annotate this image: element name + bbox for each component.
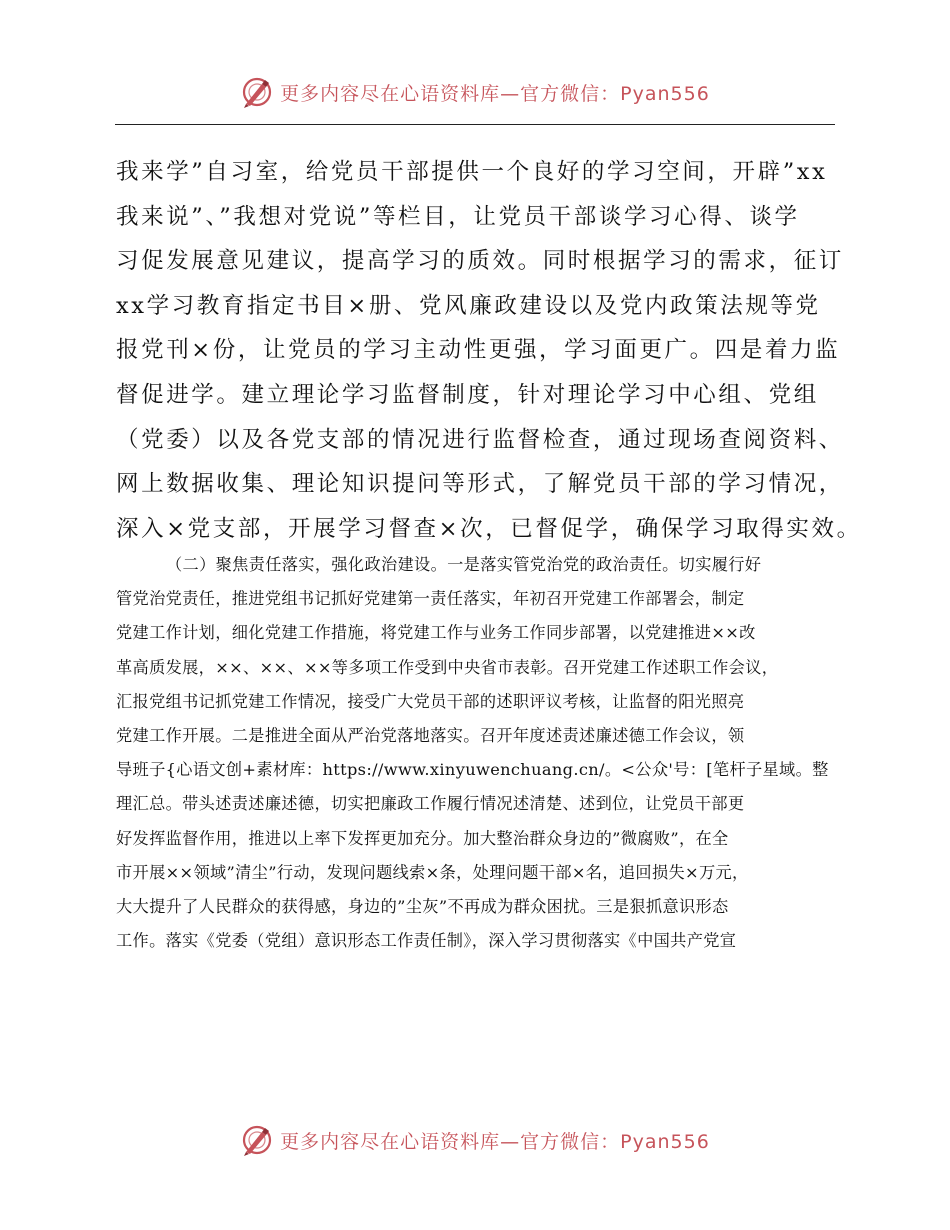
header-watermark xyxy=(0,70,950,114)
footer-watermark xyxy=(0,1118,950,1162)
text-line: 导班子{心语文创+素材库：https://www.xinyuwenchuang.cn/。<公众'号：[笔杆子星域。整 xyxy=(116,760,829,780)
text-line: 报党刊×份，让党员的学习主动性更强，学习面更广。四是着力监 xyxy=(116,337,841,364)
header-divider xyxy=(115,124,835,125)
pen-circle-logo-icon xyxy=(240,75,274,109)
text-line: 管党治党责任，推进党组书记抓好党建第一责任落实，年初召开党建工作部署会，制定 xyxy=(116,589,745,609)
text-line: 好发挥监督作用，推进以上率下发挥更加充分。加大整治群众身边的”微腐败”，在全 xyxy=(116,828,729,848)
text-line: 我来说”、”我想对党说”等栏目，让党员干部谈学习心得、谈学 xyxy=(116,203,800,230)
text-line: 理汇总。带头述责述廉述德，切实把廉政工作履行情况述清楚、述到位，让党员干部更 xyxy=(116,794,745,814)
text-line: （二）聚焦责任落实，强化政治建设。一是落实管党治党的政治责任。切实履行好 xyxy=(166,555,762,574)
text-line: （党委）以及各党支部的情况进行监督检查，通过现场查阅资料、 xyxy=(116,426,844,453)
text-line: 党建工作开展。二是推进全面从严治党落地落实。召开年度述责述廉述德工作会议，领 xyxy=(116,725,745,745)
text-line: 大大提升了人民群众的获得感，身边的”尘灰”不再成为群众困扰。三是狠抓意识形态 xyxy=(116,896,729,916)
text-line: 党建工作计划，细化党建工作措施，将党建工作与业务工作同步部署，以党建推进××改 xyxy=(116,623,756,643)
text-line: 网上数据收集、理论知识提问等形式，了解党员干部的学习情况， xyxy=(116,471,844,498)
text-line: 深入×党支部，开展学习督查×次，已督促学，确保学习取得实效。 xyxy=(116,515,862,542)
pen-circle-logo-icon xyxy=(240,1123,274,1157)
text-line: 工作。落实《党委（党组）意识形态工作责任制》，深入学习贯彻落实《中国共产党宣 xyxy=(116,931,737,951)
header-watermark-text: 更多内容尽在心语资料库—官方微信：Pyan556 xyxy=(280,82,710,105)
text-line: 督促进学。建立理论学习监督制度，针对理论学习中心组、党组 xyxy=(116,381,819,408)
text-line: 我来学”自习室，给党员干部提供一个良好的学习空间，开辟”xx xyxy=(116,159,828,185)
text-line: 习促发展意见建议，提高学习的质效。同时根据学习的需求，征订 xyxy=(116,248,844,275)
text-line: xx学习教育指定书目×册、党风廉政建设以及党内政策法规等党 xyxy=(116,292,821,319)
body-paragraph-section-two xyxy=(116,548,838,958)
body-paragraph-continuation xyxy=(116,150,862,551)
text-line: 市开展××领域”清尘”行动，发现问题线索×条，处理问题干部×名，追回损失×万元， xyxy=(116,862,749,882)
footer-watermark-text: 更多内容尽在心语资料库—官方微信：Pyan556 xyxy=(280,1130,710,1153)
text-line: 汇报党组书记抓党建工作情况，接受广大党员干部的述职评议考核，让监督的阳光照亮 xyxy=(116,691,745,711)
text-line: 革高质发展，××、××、××等多项工作受到中央省市表彰。召开党建工作述职工作会议， xyxy=(116,657,779,677)
